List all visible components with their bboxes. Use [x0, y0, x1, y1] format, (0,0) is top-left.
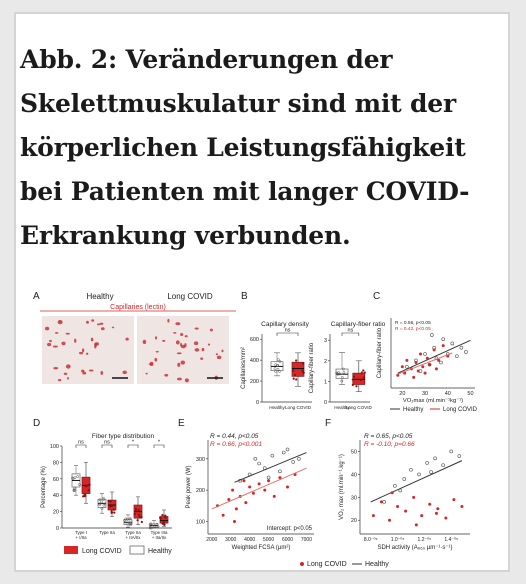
data-point-covid [235, 507, 238, 510]
data-point-covid [412, 496, 415, 499]
data-point [277, 359, 279, 361]
data-point [295, 359, 297, 361]
data-point-covid [436, 507, 439, 510]
significance-label: ns [78, 439, 84, 446]
data-point [74, 487, 76, 489]
x-tick-label: 4000 [244, 537, 256, 543]
data-point-covid [233, 520, 236, 523]
stats-covid: R = -0.10, p=0.66 [364, 441, 415, 448]
title-line: körperlichen Leistungsfähigkeit [20, 133, 466, 162]
capillary-dot [177, 378, 182, 381]
box [353, 373, 365, 384]
data-point-healthy [458, 455, 461, 458]
y-tick-label: 0 [55, 526, 59, 532]
x-tick-label: 20 [399, 391, 406, 397]
data-point-covid [258, 482, 261, 485]
x-axis-label: SDH activity (A₆₆₀ µm⁻¹·s⁻¹) [377, 545, 453, 551]
data-point-healthy [426, 461, 429, 464]
data-point [292, 370, 294, 372]
y-tick-label: 3 [323, 338, 327, 345]
data-point-covid [244, 501, 247, 504]
capillary-dot [175, 322, 180, 325]
data-point [85, 485, 87, 487]
data-point-covid [421, 365, 424, 368]
stats-covid: R = 0.66, p<0.001 [210, 441, 263, 448]
data-point-healthy [442, 464, 445, 467]
data-point [111, 505, 113, 507]
capillary-dot [173, 332, 176, 334]
data-point [141, 521, 143, 523]
data-point [294, 374, 296, 376]
data-point-covid [404, 510, 407, 513]
data-point [295, 378, 297, 380]
data-point-covid [248, 486, 251, 489]
x-tick-label: 30 [421, 391, 429, 397]
data-point [135, 508, 137, 510]
data-point-healthy [258, 462, 261, 465]
data-point-covid [428, 363, 431, 366]
data-point [113, 512, 115, 514]
capillary-dot [100, 323, 104, 325]
significance-label: ns [347, 327, 354, 334]
data-point [301, 369, 303, 371]
significance-label: * [131, 439, 135, 446]
data-point-covid [380, 500, 383, 503]
capillary-dot [208, 343, 210, 345]
y-tick-label: 20 [350, 518, 357, 525]
data-point [88, 484, 90, 486]
data-point [363, 376, 365, 378]
capillary-dot [91, 338, 93, 342]
significance-label: ns [284, 327, 291, 334]
capillary-dot [101, 327, 105, 330]
data-point-covid [401, 365, 404, 368]
data-point-covid [419, 353, 422, 356]
capillary-dot [86, 321, 89, 324]
data-point [159, 517, 161, 519]
capillary-dot [185, 335, 188, 337]
stats-covid: R = 0.42, p<0.05 [395, 327, 431, 332]
x-tick-label: Type IIIa [150, 530, 168, 535]
x-tick-label: 50 [467, 391, 474, 397]
significance-label: * [157, 439, 161, 446]
capillary-dot [156, 351, 159, 353]
capillary-dot [61, 342, 65, 346]
capillary-dot [164, 374, 168, 377]
capillary-dot [53, 367, 58, 369]
data-point-healthy [254, 457, 257, 460]
capillary-dot [67, 377, 69, 380]
capillary-dot [176, 340, 180, 344]
data-point-covid [273, 495, 276, 498]
data-point [164, 515, 166, 517]
data-point [303, 372, 305, 374]
data-point [360, 379, 362, 381]
fit-line-covid [398, 353, 452, 374]
data-point-covid [426, 357, 429, 360]
data-point-healthy [286, 448, 289, 451]
group-label-covid: Long COVID [167, 292, 213, 301]
fit-line-healthy [398, 340, 471, 373]
data-point-covid [420, 514, 423, 517]
capillary-dot [123, 371, 127, 374]
group-label-healthy: Healthy [86, 292, 114, 301]
data-point [109, 506, 111, 508]
data-point [355, 385, 357, 387]
y-tick-label: 0 [323, 400, 327, 406]
x-tick-label: 40 [444, 391, 451, 397]
data-point-healthy [267, 476, 270, 479]
panel-letter: D [33, 418, 41, 429]
fit-line-covid [212, 468, 307, 509]
data-point [361, 371, 363, 373]
y-tick-label: 40 [52, 493, 59, 500]
data-point [134, 513, 136, 515]
data-point [84, 495, 86, 497]
x-tick-label: 6000 [281, 537, 294, 543]
title-line: Skelettmuskulatur sind mit der [20, 89, 456, 118]
capillary-dot [194, 348, 199, 351]
fit-line-healthy [371, 461, 462, 502]
data-point-covid [231, 489, 234, 492]
y-tick-label: 400 [249, 358, 259, 365]
y-tick-label: 100 [49, 444, 59, 450]
data-point-healthy [430, 333, 433, 336]
data-point-healthy [297, 457, 300, 460]
x-tick-label: Long COVID [345, 405, 372, 410]
y-tick-label: 300 [195, 456, 205, 463]
data-point [139, 516, 141, 518]
x-tick-label: Healthy [334, 405, 350, 410]
capillary-dot [58, 320, 60, 322]
y-tick-label: 200 [195, 488, 205, 495]
x-tick-label: 1.2⁻⁰⁵ [417, 537, 432, 543]
panel-letter: A [33, 291, 40, 302]
title-line: Erkrankung verbunden. [20, 221, 351, 250]
capillary-dot [66, 333, 70, 335]
y-tick-label: 100 [195, 519, 205, 526]
panel-letter: B [241, 291, 248, 302]
y-tick-label: 50 [350, 449, 357, 456]
legend-label-covid: Long COVID [443, 407, 478, 413]
data-point-healthy [418, 473, 421, 476]
capillary-dot [64, 373, 68, 375]
data-point-healthy [292, 460, 295, 463]
panel-letter: F [325, 418, 332, 429]
data-point-healthy [383, 500, 386, 503]
capillary-dot [97, 323, 100, 325]
data-point-covid [442, 344, 445, 347]
data-point [353, 376, 355, 378]
capillary-dot [94, 344, 96, 348]
data-point-covid [417, 370, 420, 373]
data-point [109, 500, 111, 502]
capillary-dot [210, 329, 213, 332]
stats-healthy: R = 0.56, p<0.05 [395, 321, 431, 326]
title-line: bei Patienten mit langer COVID- [20, 177, 470, 206]
data-point-covid [286, 486, 289, 489]
capillary-dot [146, 373, 148, 375]
y-tick-label: 60 [52, 476, 59, 483]
data-point-covid [222, 514, 225, 517]
y-tick-label: 30 [350, 495, 357, 502]
capillary-dot [82, 348, 84, 352]
data-point-covid [372, 514, 375, 517]
box [292, 362, 304, 376]
data-point-covid [227, 498, 230, 501]
y-tick-label: 200 [249, 379, 259, 386]
x-tick-label: 7000 [300, 537, 312, 543]
micrograph-healthy [42, 316, 134, 384]
data-point-covid [437, 359, 440, 362]
y-tick-label: 2 [323, 358, 327, 365]
capillary-dot [181, 345, 186, 349]
data-point [113, 509, 115, 511]
capillary-dot [180, 333, 183, 336]
title-line: Abb. 2: Veränderungen der [20, 45, 393, 74]
panel-title: Capillary-fiber ratio [330, 321, 386, 328]
capillary-dot [125, 338, 128, 341]
intercept-label: Intercept: p<0.05 [266, 526, 312, 532]
data-point-healthy [442, 338, 445, 341]
data-point [138, 509, 140, 511]
legend-label-healthy: Healthy [403, 407, 424, 413]
y-axis-label: VO₂ max (ml.min⁻¹.kg⁻¹) [339, 454, 345, 520]
x-tick-label: 3000 [225, 537, 237, 543]
legend-swatch-healthy [130, 546, 144, 554]
x-tick-label: + IIA/IIx [125, 535, 141, 540]
data-point-healthy [455, 355, 458, 358]
y-tick-label: 600 [249, 337, 259, 344]
data-point-healthy [439, 361, 442, 364]
capillary-dot [55, 332, 58, 334]
y-tick-label: 20 [52, 509, 59, 516]
stats-healthy: R = 0.44, p<0.05 [210, 433, 259, 440]
y-tick-label: 40 [350, 472, 357, 479]
data-point [161, 514, 163, 516]
data-point-covid [242, 479, 245, 482]
x-tick-label: 1.0⁻⁰⁵ [390, 537, 405, 543]
data-point-healthy [430, 471, 433, 474]
capillary-dot [91, 319, 94, 322]
capillary-dot [216, 353, 218, 355]
capillary-dot [82, 372, 86, 375]
data-point-covid [388, 519, 391, 522]
capillary-dot [162, 340, 165, 342]
data-point-covid [405, 359, 408, 362]
data-point-healthy [434, 457, 437, 460]
capillary-dot [177, 352, 182, 354]
capillary-dot [202, 348, 205, 351]
x-tick-label: Long COVID [284, 405, 312, 410]
data-point-covid [435, 367, 438, 370]
data-point-covid [460, 505, 463, 508]
data-point-covid [424, 372, 427, 375]
legend-label-healthy: Healthy [365, 561, 389, 568]
stain-label: Capillaries (lectin) [110, 304, 166, 311]
data-point [107, 500, 109, 502]
x-tick-label: Type IIa [125, 530, 141, 535]
x-tick-label: 8.0⁻⁰⁶ [363, 537, 378, 543]
y-axis-label: Capillary-fiber ratio [309, 342, 315, 394]
data-point [362, 369, 364, 371]
panel-letter: E [178, 418, 185, 429]
x-tick-label: Type IIa [99, 530, 115, 535]
data-point-covid [252, 492, 255, 495]
x-tick-label: + I/IIa [75, 535, 87, 540]
data-point [293, 378, 295, 380]
data-point [138, 514, 140, 516]
legend-swatch-covid [64, 546, 78, 554]
legend-label-healthy: Healthy [148, 548, 172, 555]
capillary-dot [45, 327, 49, 331]
capillary-dot [58, 320, 63, 324]
micrograph-covid [137, 316, 229, 384]
capillary-dot [167, 319, 169, 323]
stats-healthy: R = 0.65, p<0.05 [364, 433, 413, 440]
data-point [302, 362, 304, 364]
data-point-covid [263, 489, 266, 492]
data-point-healthy [450, 450, 453, 453]
capillary-dot [74, 339, 76, 343]
capillary-dot [217, 356, 222, 360]
capillary-dot [155, 336, 157, 339]
y-tick-label: 0 [255, 400, 259, 406]
data-point-covid [267, 479, 270, 482]
data-point-covid [433, 348, 436, 351]
capillary-dot [58, 379, 61, 381]
capillary-dot [194, 341, 198, 345]
y-axis-label: Capillaries/mm² [241, 347, 247, 389]
data-point [352, 378, 354, 380]
capillary-dot [177, 363, 180, 367]
capillary-dot [86, 353, 88, 355]
data-point-healthy [460, 346, 463, 349]
capillary-dot [221, 350, 223, 353]
panel-title: Fiber type distribution [91, 433, 155, 440]
data-point-covid [396, 505, 399, 508]
capillary-dot [66, 364, 71, 368]
x-tick-label: + IIa/IIx [151, 535, 167, 540]
data-point [352, 384, 354, 386]
data-point-healthy [403, 477, 406, 480]
fit-line-healthy [235, 453, 307, 483]
x-tick-label: 5000 [263, 537, 275, 543]
data-point-covid [452, 498, 455, 501]
capillary-dot [143, 340, 146, 344]
x-tick-label: Healthy [269, 405, 285, 410]
data-point-covid [444, 516, 447, 519]
x-axis-label: Weighted FCSA (µm²) [231, 545, 291, 551]
data-point-covid [391, 491, 394, 494]
x-tick-label: Type I [75, 530, 87, 535]
data-point-healthy [271, 454, 274, 457]
x-tick-label: 2000 [206, 537, 218, 543]
data-point-covid [428, 503, 431, 506]
x-axis-label: VO₂max (ml.min⁻¹kg⁻¹) [402, 398, 464, 404]
data-point [162, 523, 164, 525]
y-tick-label: 80 [52, 460, 59, 467]
data-point-healthy [464, 350, 467, 353]
data-point-covid [414, 361, 417, 364]
capillary-dot [89, 370, 94, 372]
data-point-covid [415, 523, 418, 526]
capillary-dot [200, 357, 203, 360]
capillary-dot [112, 327, 115, 329]
data-point-healthy [405, 365, 408, 368]
data-point [163, 524, 165, 526]
capillary-dot [185, 378, 189, 382]
data-point-healthy [393, 484, 396, 487]
y-axis-label: Peak power (W) [186, 465, 192, 509]
data-point-healthy [282, 451, 285, 454]
y-axis-label: Percentage (%) [41, 466, 47, 508]
capillary-dot [195, 328, 199, 330]
data-point [111, 511, 113, 513]
data-point [135, 510, 137, 512]
data-point-healthy [424, 353, 427, 356]
data-point-healthy [451, 342, 454, 345]
data-point-covid [412, 376, 415, 379]
capillary-dot [154, 358, 157, 362]
data-point [87, 489, 89, 491]
data-point [164, 517, 166, 519]
data-point-healthy [409, 468, 412, 471]
capillary-dot [79, 352, 83, 354]
y-axis-label: Capillary-fiber ratio [377, 327, 383, 379]
legend-marker-covid [300, 562, 304, 566]
data-point [364, 372, 366, 374]
data-point-covid [435, 512, 438, 515]
data-point-healthy [278, 470, 281, 473]
x-tick-label: 1.4⁻⁰⁵ [444, 537, 459, 543]
capillary-dot [100, 371, 103, 375]
y-tick-label: 1 [323, 379, 327, 386]
capillary-dot [53, 345, 58, 347]
data-point [136, 519, 138, 521]
capillary-dot [47, 343, 51, 346]
capillary-dot [181, 360, 186, 364]
significance-label: ns [104, 439, 110, 446]
legend-label-covid: Long COVID [82, 548, 122, 555]
capillary-dot [49, 340, 52, 342]
panel-letter: C [373, 291, 381, 302]
legend-label-covid: Long COVID [307, 561, 347, 568]
panel-title: Capillary density [261, 321, 309, 328]
capillary-dot [150, 362, 154, 366]
